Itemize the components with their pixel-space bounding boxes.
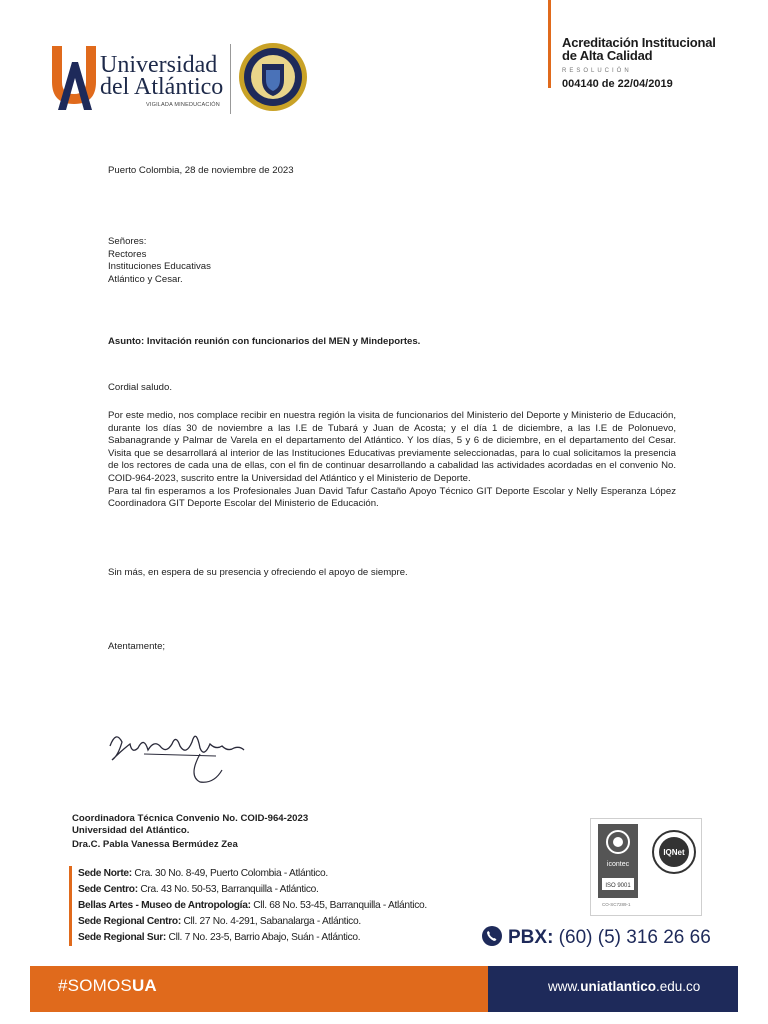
address-line [78, 898, 427, 914]
recipient-line: Instituciones Educativas [108, 261, 211, 273]
address-line [78, 930, 427, 946]
letter-farewell: Atentamente; [108, 641, 166, 652]
letter-closing: Sin más, en espera de su presencia y ofreciendo el apoyo de siempre. [108, 567, 408, 578]
address-label: Sede Norte: [78, 868, 132, 879]
address-value: Cll. 68 No. 53-45, Barranquilla - Atlántico. [250, 900, 427, 911]
address-line [78, 882, 427, 898]
website-suffix: .edu.co [656, 979, 701, 994]
address-value: Cll. 27 No. 4-291, Sabanalarga - Atlántico. [180, 916, 361, 927]
signer-title: Coordinadora Técnica Convenio No. COID-964-2023 [72, 813, 309, 824]
address-line [78, 914, 427, 930]
icontec-label: icontec [606, 861, 630, 868]
hashtag-somosua [58, 976, 157, 996]
website-prefix: www. [548, 979, 581, 994]
recipient-line: Atlántico y Cesar. [108, 273, 183, 285]
hashtag-part-bold: UA [131, 976, 157, 995]
resolution-label: RESOLUCIÓN [562, 68, 632, 74]
phone-icon [482, 926, 502, 946]
letter-date: Puerto Colombia, 28 de noviembre de 2023 [108, 165, 294, 176]
address-label: Sede Regional Sur: [78, 932, 167, 943]
handwritten-signature [104, 720, 274, 786]
address-bar [69, 866, 72, 946]
cert-code: CO-SC7289-1 [602, 902, 631, 907]
pbx-label: PBX: [508, 927, 554, 948]
letter-greeting: Cordial saludo. [108, 382, 172, 393]
icontec-logo-icon [598, 824, 638, 898]
pbx-phone [482, 926, 711, 949]
iso-label: ISO 9001 [605, 883, 631, 889]
recipient-line: Rectores [108, 248, 147, 260]
body-paragraph-1: Por este medio, nos complace recibir en nuestra región la visita de funcionarios del Ministerio del Deporte y Ministerio de Educación, durante los días 30 de noviembre a las I.E de Tubará y Juan de Acosta; y el día 1 de diciembre, a las I.E de Polonuevo, Sabanagrande y Palmar de Varela en el departamento del Atlántico. Y los días, 5 y 6 de diciembre, en el departamento del Cesar. Visita que se desarrollará al interior de las Instituciones Educativas previamente seleccionadas, para lo cual solicitamos la presencia de los rectores de cada una de ellas, con el fin de continuar desarrollando a cabalidad las actividades acordadas en el convenio No. COID-964-2023, suscrito entre la Universidad del Atlántico y el Ministerio de Deporte. [108, 410, 676, 484]
iqnet-logo-icon [652, 830, 696, 874]
accreditation-title-line1: Acreditación Institucional [562, 35, 716, 50]
address-value: Cll. 7 No. 23-5, Barrio Abajo, Suán - Atlántico. [166, 932, 361, 943]
letter-subject: Asunto: Invitación reunión con funcionarios del MEN y Mindeportes. [108, 336, 421, 347]
address-label: Sede Centro: [78, 884, 138, 895]
accreditation-bar [548, 0, 551, 88]
university-name [100, 54, 223, 98]
pbx-number: (60) (5) 316 26 66 [553, 927, 711, 948]
address-line [78, 866, 427, 882]
accreditation-title [562, 36, 716, 62]
hashtag-part: #SOMOS [58, 976, 132, 995]
header-divider [230, 44, 231, 114]
address-value: Cra. 43 No. 50-53, Barranquilla - Atlántico. [137, 884, 319, 895]
signer-block [72, 813, 308, 852]
address-value: Cra. 30 No. 8-49, Puerto Colombia - Atlántico. [131, 868, 328, 879]
website-link[interactable] [548, 979, 700, 994]
university-line1: Universidad [100, 52, 218, 78]
address-list [78, 866, 427, 946]
resolution-number: 004140 de 22/04/2019 [562, 78, 673, 90]
signer-institution: Universidad del Atlántico. [72, 825, 190, 837]
address-label: Sede Regional Centro: [78, 916, 181, 927]
recipients-block [108, 236, 211, 286]
iqnet-label: IQNet [663, 848, 685, 857]
body-paragraph-2: Para tal fin esperamos a los Profesionales Juan David Tafur Castaño Apoyo Técnico GIT Deporte Escolar y Nelly Esperanza López Coordinadora GIT Deporte Escolar del Ministerio de Educación. [108, 485, 676, 510]
accreditation-title-line2: de Alta Calidad [562, 48, 653, 63]
university-seal-icon [238, 42, 308, 112]
recipient-line: Señores: [108, 236, 147, 247]
signer-name: Dra.C. Pabla Vanessa Bermúdez Zea [72, 839, 238, 851]
vigilada-text: VIGILADA MINEDUCACIÓN [146, 102, 220, 108]
website-domain: uniatlantico [580, 979, 657, 994]
letter-body [108, 410, 676, 511]
address-label: Bellas Artes - Museo de Antropología: [78, 900, 251, 911]
university-line2: del Atlántico [100, 74, 224, 100]
university-logo-icon [48, 42, 100, 112]
